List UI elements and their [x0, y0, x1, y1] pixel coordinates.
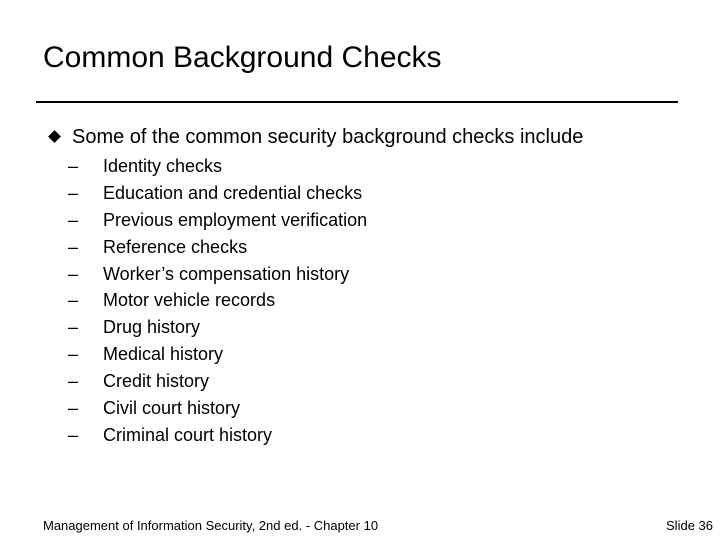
sub-bullet-text: Credit history	[103, 371, 210, 392]
sub-bullet-text: Civil court history	[103, 398, 241, 419]
sub-bullet-text: Criminal court history	[103, 424, 273, 445]
sub-bullet-text: Worker’s compensation history	[103, 263, 350, 284]
dash-bullet-icon: –	[68, 209, 79, 230]
slide-number: Slide 36	[666, 518, 713, 533]
dash-bullet-icon: –	[68, 317, 79, 338]
slide-title: Common Background Checks	[43, 41, 442, 74]
sub-bullet-text: Previous employment verification	[103, 209, 368, 230]
diamond-bullet-icon	[48, 130, 61, 143]
dash-bullet-icon: –	[68, 424, 79, 445]
sub-bullet-text: Identity checks	[103, 156, 223, 176]
main-bullet-text: Some of the common security background checks include	[72, 126, 584, 148]
sub-bullet-text: Medical history	[103, 344, 224, 365]
sub-bullet-text: Reference checks	[103, 236, 248, 257]
dash-bullet-icon: –	[68, 344, 79, 365]
footer-source: Management of Information Security, 2nd ed. - Chapter 10	[43, 518, 379, 533]
dash-bullet-icon: –	[68, 371, 79, 392]
dash-bullet-icon: –	[68, 236, 79, 257]
dash-bullet-icon: –	[68, 263, 79, 284]
dash-bullet-icon: –	[68, 398, 79, 419]
dash-bullet-icon: –	[68, 182, 79, 203]
dash-bullet-icon: –	[68, 156, 79, 176]
sub-bullet-text: Drug history	[103, 317, 201, 338]
dash-bullet-icon: –	[68, 290, 79, 311]
sub-bullet-text: Education and credential checks	[103, 182, 363, 203]
sub-bullet-text: Motor vehicle records	[103, 290, 276, 311]
title-divider	[36, 101, 678, 103]
